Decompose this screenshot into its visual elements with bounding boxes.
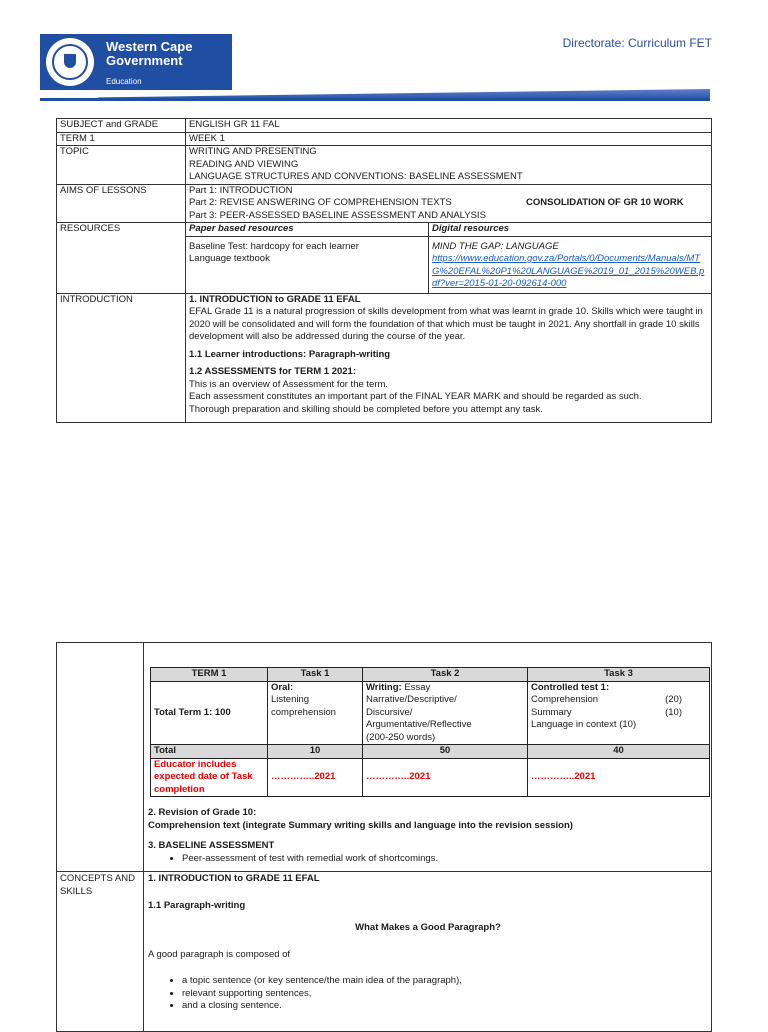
due-date-row: Educator includes expected date of Task completion …………..2021 …………..2021 …………..2021 (151, 758, 710, 797)
concepts-title: What Makes a Good Paragraph? (355, 922, 501, 933)
row-value: ENGLISH GR 11 FAL (186, 119, 712, 133)
table-header-row: TERM 1 Task 1 Task 2 Task 3 (151, 668, 710, 682)
assessment-table (150, 667, 710, 797)
brand-line2: Government (106, 53, 183, 68)
coat-of-arms-icon (46, 38, 94, 86)
aims-value: Part 1: INTRODUCTION Part 2: REVISE ANSWERING OF COMPREHENSION TEXTS Part 3: PEER-ASSESSED BASELINE ASSESSMENT AND ANALYSIS CONSOLIDATION OF GR 10 WORK (186, 184, 712, 223)
table-row (57, 223, 712, 237)
concepts-section: 1. INTRODUCTION to GRADE 11 EFAL 1.1 Paragraph-writing What Makes a Good Paragraph? A good paragraph is composed of • a topic sentence (or key sentence/the main idea of the paragraph), • relevant supporting sentences, • and a closing sentence. (148, 873, 708, 1013)
table-row (57, 132, 712, 146)
list-item: • relevant supporting sentences, (182, 988, 708, 1001)
topic-label: TOPIC (57, 146, 186, 185)
aims-label: AIMS OF LESSONS (57, 184, 186, 223)
directorate-label: Directorate: Curriculum FET (562, 36, 712, 50)
concepts-label: CONCEPTS AND SKILLS (60, 873, 135, 897)
total-row: Total 10 50 40 (151, 745, 710, 759)
introduction-label: INTRODUCTION (57, 293, 186, 423)
list-item: • a topic sentence (or key sentence/the main idea of the paragraph), (182, 975, 708, 988)
lesson-overview-table (56, 118, 712, 423)
resources-label: RESOURCES (57, 223, 186, 294)
table-row (57, 184, 712, 223)
brand-line3: Education (106, 77, 142, 86)
digital-resources-header: Digital resources (429, 223, 712, 237)
topic-value: WRITING AND PRESENTING READING AND VIEWING LANGUAGE STRUCTURES AND CONVENTIONS: BASELINE ASSESSMENT (186, 146, 712, 185)
table-row (57, 119, 712, 133)
digital-resources: MIND THE GAP: LANGUAGE https://www.education.gov.za/Portals/0/Documents/Manuals/MTG%20EFAL%20P1%20LANGUAGE%2019_01_2015%20WEB.pdf?ver=2015-01-20-092614-000 (429, 236, 712, 293)
row-label: SUBJECT and GRADE (57, 119, 186, 133)
aims-note: CONSOLIDATION OF GR 10 WORK (526, 196, 684, 208)
row-label: TERM 1 (57, 132, 186, 146)
table-row (57, 293, 712, 423)
paper-resources: Baseline Test: hardcopy for each learner Language textbook (186, 236, 429, 293)
paper-resources-header: Paper based resources (186, 223, 429, 237)
header-divider (40, 98, 710, 101)
row-value: WEEK 1 (186, 132, 712, 146)
table-row: Total Term 1: 100 Oral: Listening comprehension Writing: Essay Narrative/Descriptive/ Discursive/ Argumentative/Reflective (200-250 words) Controlled test 1: Comprehension (20) Summary (10) Language in context (10) (151, 681, 710, 745)
digital-resource-link[interactable]: https://www.education.gov.za/Portals/0/Documents/Manuals/MTG%20EFAL%20P1%20LANGUAGE%2019_01_2015%20WEB.pdf?ver=2015-01-20-092614-000 (432, 253, 705, 289)
wcg-logo (40, 34, 232, 90)
brand-line1: Western Cape (106, 39, 193, 54)
introduction-value: 1. INTRODUCTION to GRADE 11 EFAL EFAL Grade 11 is a natural progression of skills development from what was learnt in grade 10. Skills which were taught in 2020 will be consolidated and will form the foundation of that which must be taught in 2021. Any shortfall in grade 10 skills development will also be addressed during the course of the year. 1.1 Learner introductions: Paragraph-writing 1.2 ASSESSMENTS for TERM 1 2021: This is an overview of Assessment for the term. Each assessment constitutes an important part of the FINAL YEAR MARK and should be regarded as such. Thorough preparation and skilling should be completed before you attempt any task. (186, 293, 712, 423)
revision-section: 2. Revision of Grade 10: Comprehension text (integrate Summary writing skills and language into the revision session) 3. BASELINE ASSESSMENT • Peer-assessment of test with remedial work of shortcomings. (148, 807, 708, 865)
table-row (57, 146, 712, 185)
list-item: • and a closing sentence. (182, 1000, 708, 1013)
